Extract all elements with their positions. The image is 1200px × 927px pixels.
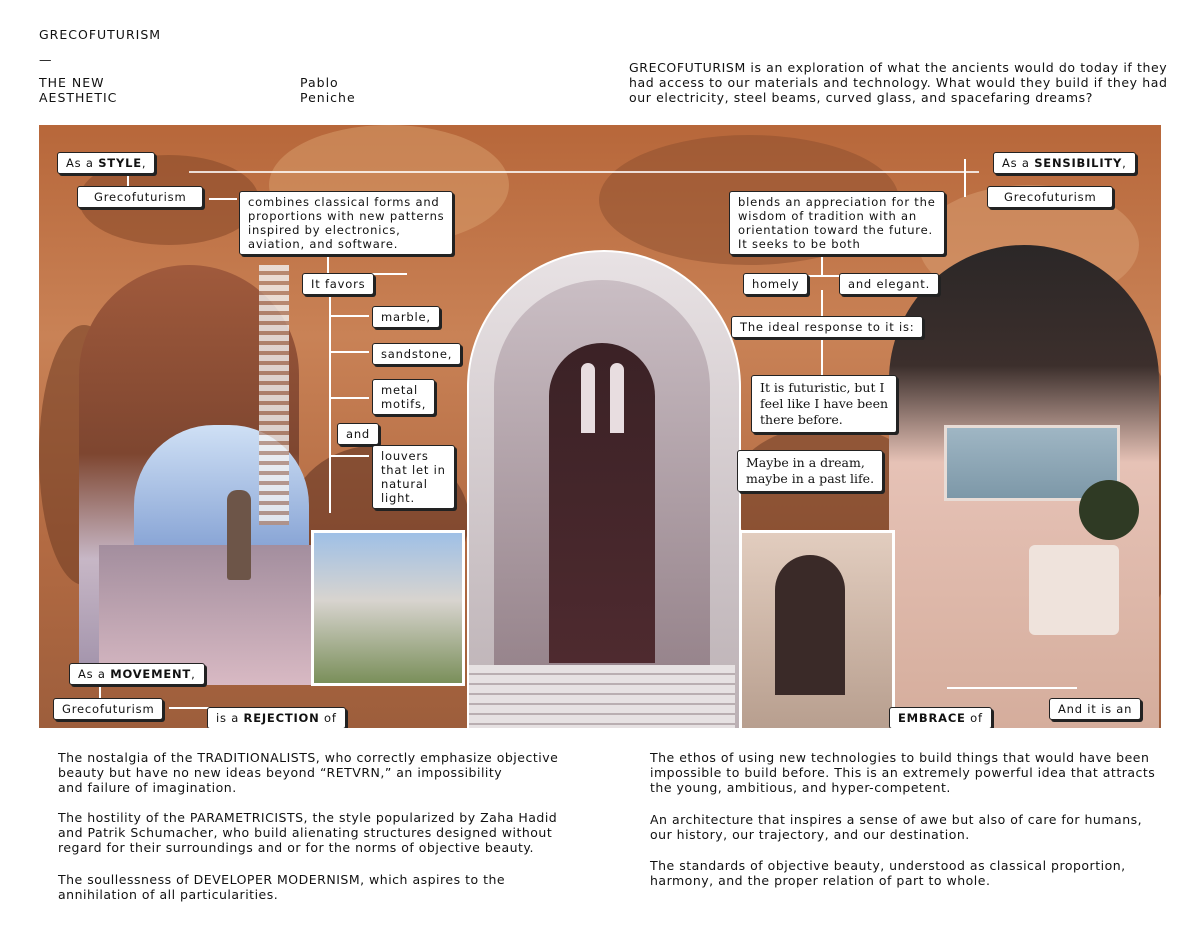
metal-label: metal motifs, <box>372 379 435 415</box>
standing-figure <box>227 490 251 580</box>
rejection-item-parametricists: The hostility of the PARAMETRICISTS, the style popularized by Zaha Hadid and Patrik Schumacher, who build alienating structures designed without regard for their surroundings and or for the norms of objective beauty. <box>58 810 558 855</box>
connector-wire <box>329 315 369 317</box>
louvered-column <box>259 265 289 525</box>
rejection-label: is a REJECTION of <box>207 707 346 728</box>
villa-photo <box>311 530 465 686</box>
movement-label: As a MOVEMENT, <box>69 663 205 685</box>
connector-wire <box>189 171 979 173</box>
rejection-item-developer-modernism: The soullessness of DEVELOPER MODERNISM, which aspires to the annihilation of all particularities. <box>58 872 506 902</box>
marble-steps <box>469 665 735 728</box>
connector-wire <box>329 293 331 513</box>
elegant-label: and elegant. <box>839 273 939 295</box>
blends-text: blends an appreciation for the wisdom of tradition with an orientation toward the future. It seeks to be both <box>729 191 945 255</box>
door-window-left <box>581 363 595 433</box>
grecofuturism-tag-sensibility: Grecofuturism <box>987 186 1113 208</box>
style-label: As a STYLE, <box>57 152 155 174</box>
grecofuturism-tag-style: Grecofuturism <box>77 186 203 208</box>
louvers-label: louvers that let in natural light. <box>372 445 455 509</box>
door-window-right <box>610 363 624 433</box>
embrace-item-objective-beauty: The standards of objective beauty, understood as classical proportion, harmony, and the proper relation of part to whole. <box>650 858 1126 888</box>
and-label: and <box>337 423 379 445</box>
collage-artwork <box>39 125 1161 728</box>
connector-wire <box>329 397 369 399</box>
grecofuturism-tag-movement: Grecofuturism <box>53 698 163 720</box>
wooden-door <box>549 343 655 663</box>
title-dash: — <box>39 52 53 67</box>
favors-label: It favors <box>302 273 374 295</box>
armchair <box>1029 545 1119 635</box>
sandstone-label: sandstone, <box>372 343 461 365</box>
intro-description: GRECOFUTURISM is an exploration of what the ancients would do today if they had access to our materials and technology. What would they build if they had our electricity, steel beams, curved glass, and spacefaring dreams? <box>629 60 1168 105</box>
doorway-couple <box>775 555 845 695</box>
combines-text: combines classical forms and proportions with new patterns inspired by electronics, aviation, and software. <box>239 191 453 255</box>
connector-wire <box>329 351 369 353</box>
homely-label: homely <box>743 273 808 295</box>
embrace-label: EMBRACE of <box>889 707 992 728</box>
connector-wire <box>209 198 237 200</box>
quote-dream: Maybe in a dream, maybe in a past life. <box>737 450 883 492</box>
sensibility-label: As a SENSIBILITY, <box>993 152 1136 174</box>
marble-label: marble, <box>372 306 440 328</box>
connector-wire <box>947 687 1077 689</box>
connector-wire <box>329 455 369 457</box>
connector-wire <box>964 159 966 197</box>
potted-plant <box>1079 480 1139 540</box>
subtitle: THE NEW AESTHETIC <box>39 75 118 105</box>
author-name: Pablo Peniche <box>300 75 356 105</box>
embrace-item-awe-and-care: An architecture that inspires a sense of awe but also of care for humans, our history, our trajectory, and our destination. <box>650 812 1143 842</box>
and-it-is-label: And it is an <box>1049 698 1141 720</box>
connector-wire <box>169 707 209 709</box>
ideal-response-label: The ideal response to it is: <box>731 316 923 338</box>
page-title: GRECOFUTURISM <box>39 27 162 42</box>
embrace-item-new-technologies: The ethos of using new technologies to build things that would have been impossible to build before. This is an extremely powerful idea that attracts the young, ambitious, and hyper-competent. <box>650 750 1156 795</box>
connector-wire <box>821 337 823 379</box>
rejection-item-traditionalists: The nostalgia of the TRADITIONALISTS, who correctly emphasize objective beauty but have no new ideas beyond “RETVRN,” an impossibility and failure of imagination. <box>58 750 559 795</box>
quote-futuristic: It is futuristic, but I feel like I have been there before. <box>751 375 897 433</box>
